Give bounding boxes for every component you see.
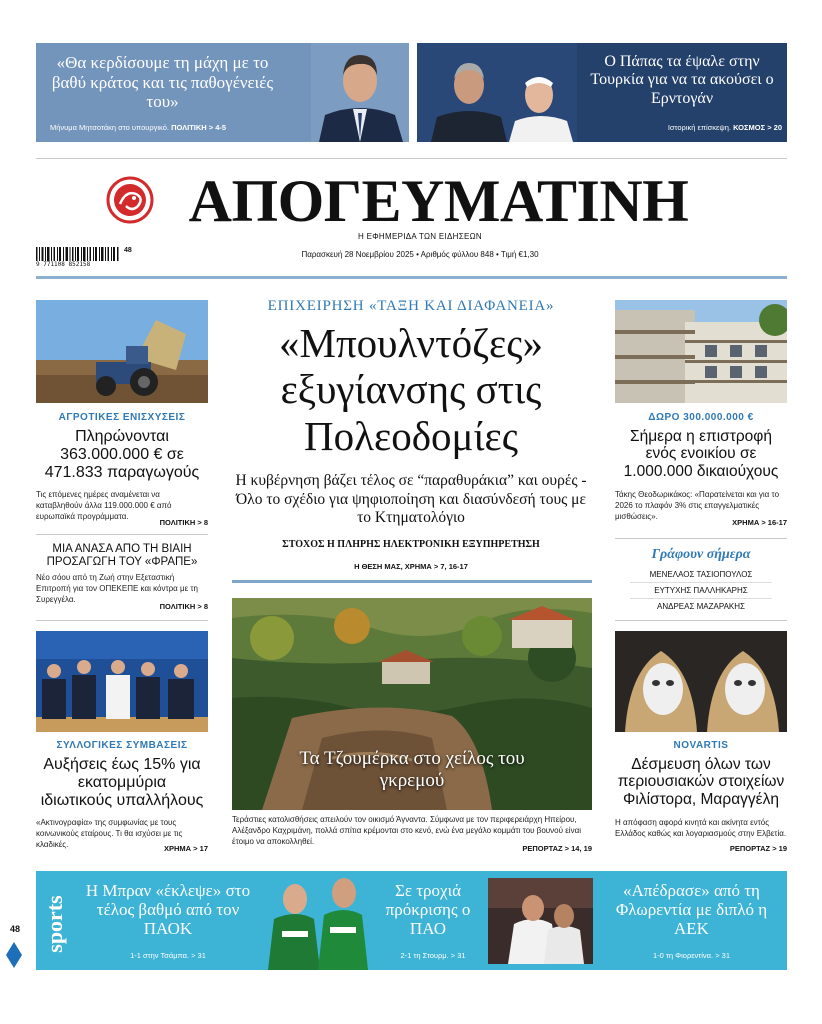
right-story1-ref[interactable]: ΧΡΗΜΑ > 16-17 bbox=[732, 518, 787, 527]
writers-title: Γράφουν σήμερα bbox=[651, 547, 751, 562]
center-kicker: ΕΠΙΧΕΙΡΗΣΗ «ΤΑΞΗ ΚΑΙ ΔΙΑΦΑΝΕΙΑ» bbox=[267, 298, 555, 314]
divider bbox=[630, 582, 772, 583]
center-headline[interactable]: «Μπουλντόζες» εξυγίανσης στις Πολεοδομίες bbox=[279, 320, 543, 459]
banner-left-section: ΠΟΛΙΤΙΚΗ bbox=[171, 123, 207, 132]
sports-item2-headline[interactable]: Σε τροχιά πρόκρισης ο ΠΑΟ bbox=[385, 881, 471, 939]
divider bbox=[630, 598, 772, 599]
diamond-icon bbox=[6, 942, 22, 968]
divider bbox=[36, 534, 208, 535]
mitsotakis-photo bbox=[311, 43, 409, 142]
divider bbox=[36, 158, 787, 159]
tractor-graphic bbox=[36, 300, 208, 403]
left-story2-ref[interactable]: ΠΟΛΙΤΙΚΗ > 8 bbox=[159, 602, 208, 611]
writer-name-2[interactable]: ΕΥΤΥΧΗΣ ΠΑΛΛΗΚΑΡΗΣ bbox=[654, 586, 748, 595]
banner-right-section: ΚΟΣΜΟΣ bbox=[733, 123, 766, 132]
center-deck: Η κυβέρνηση βάζει τέλος σε “παραθυράκια” και ουρές - Όλο το σχέδιο για ψηφιοποίηση και διασύνδεσή τους με το Κτηματολόγιο bbox=[235, 472, 587, 527]
right-story1-label: ΔΩΡΟ 300.000.000 € bbox=[648, 412, 754, 423]
right-story2-headline[interactable]: Δέσμευση όλων των περιουσιακών στοιχείων Φιλίστορα, Μαραγγέλη bbox=[617, 756, 785, 808]
banner-right-headline: Ο Πάπας τα έψαλε στην Τουρκία για να τα ακούσει ο Ερντογάν bbox=[590, 53, 774, 107]
landslide-photo bbox=[232, 598, 592, 810]
masked-witnesses-photo bbox=[615, 631, 787, 732]
left-story1-body: Τις επόμενες ημέρες αναμένεται να καταβληθούν άλλα 119.000.000 € από ευρωπαϊκά προγράμματα. bbox=[36, 490, 172, 521]
sports-word: sports bbox=[42, 895, 67, 953]
divider bbox=[615, 620, 787, 621]
apartments-graphic bbox=[615, 300, 787, 403]
barcode-graphic bbox=[36, 247, 120, 261]
right-story2-body: Η απόφαση αφορά κινητά και ακίνητα εντός Ελλάδος καθώς και λογαριασμούς στην Ελβετία. bbox=[615, 818, 787, 838]
left-story2-body: Νέο σόου από τη Ζωή στην Εξεταστική Επιτροπή για τον ΟΠΕΚΕΠΕ και κόντρα με τη Συρεγγέλα. bbox=[36, 573, 199, 604]
masthead-blue-rule bbox=[36, 276, 787, 279]
signing-graphic bbox=[36, 631, 208, 732]
photo-headline[interactable]: Τα Τζουμέρκα στο χείλος του γκρεμού bbox=[299, 748, 525, 791]
barcode bbox=[36, 247, 136, 269]
sports-item3-headline[interactable]: «Απέδρασε» από τη Φλωρεντία με διπλό η ΑΕΚ bbox=[615, 881, 768, 939]
photo-ref[interactable]: ΡΕΠΟΡΤΑΖ > 14, 19 bbox=[522, 844, 592, 853]
left-story3-label: ΣΥΛΛΟΓΙΚΕΣ ΣΥΜΒΑΣΕΙΣ bbox=[56, 740, 188, 751]
left-story1-headline[interactable]: Πληρώνονται 363.000.000 € σε 471.833 παραγωγούς bbox=[44, 428, 200, 481]
left-story2-headline[interactable]: ΜΙΑ ΑΝΑΣΑ ΑΠΟ ΤΗ ΒΙΑΙΗ ΠΡΟΣΑΓΩΓΗ ΤΟΥ «ΦΡΑΠΕ» bbox=[46, 543, 198, 568]
top-banner-right[interactable] bbox=[417, 43, 787, 142]
photo-body: Τεράστιες κατολισθήσεις απειλούν τον οικισμό Άγναντα. Σύμφωνα με τον περιφερειάρχη Ηπείρου, Αλέξανδρο Καχριμάνη, πολλά σπίτια κρέμονται στο κενό, ενώ ένα μεγάλο κομμάτι του βουνού είναι έτοιμο να αποκολληθεί. bbox=[232, 815, 581, 846]
left-story3-body: «Ακτινογραφία» της συμφωνίας με τους κοινωνικούς εταίρους. Τι θα ισχύσει με τις κλαδικές. bbox=[36, 818, 183, 849]
left-story1-label: ΑΓΡΟΤΙΚΕΣ ΕΝΙΣΧΥΣΕΙΣ bbox=[58, 412, 186, 423]
banner-right-caption: Ιστορική επίσκεψη. bbox=[667, 123, 731, 132]
sports-item3-caption: 1-0 τη Φιορεντίνα. > 31 bbox=[652, 951, 730, 960]
apartments-photo bbox=[615, 300, 787, 403]
divider bbox=[615, 538, 787, 539]
left-story3-headline[interactable]: Αυξήσεις έως 15% για εκατομμύρια ιδιωτικούς υπαλλήλους bbox=[40, 756, 204, 809]
signing-photo bbox=[36, 631, 208, 732]
sports-item1-headline[interactable]: Η Μπραν «έκλεψε» στο τέλος βαθμό από τον ΠΑΟΚ bbox=[85, 881, 251, 939]
panathinaikos-players-photo bbox=[258, 871, 378, 970]
banner-left-caption-row bbox=[50, 123, 310, 132]
right-story1-headline[interactable]: Σήμερα η επιστροφή ενός ενοικίου σε 1.000.000 δικαιούχους bbox=[623, 428, 779, 480]
banner-left-caption: Μήνυμα Μητσοτάκη στο υπουργικό. bbox=[50, 123, 169, 132]
banner-left-pages: > 4-5 bbox=[208, 123, 227, 132]
left-story3-ref[interactable]: ΧΡΗΜΑ > 17 bbox=[164, 844, 208, 853]
banner-left-quote: «Θα κερδίσουμε τη μάχη με το βαθύ κράτος και τις παθογένειές του» bbox=[51, 53, 274, 112]
pope-erdogan-photo bbox=[417, 43, 577, 142]
masthead-tagline: Η ΕΦΗΜΕΡΙΔΑ ΤΩΝ ΕΙΔΗΣΕΩΝ bbox=[357, 232, 482, 241]
top-banner-left[interactable] bbox=[36, 43, 409, 142]
masthead-info: Παρασκευή 28 Νοεμβρίου 2025 • Αριθμός φύλλου 848 • Τιμή €1,30 bbox=[301, 250, 539, 259]
banner-right-pages: > 20 bbox=[767, 123, 782, 132]
masthead-title: ΑΠΟΓΕΥΜΑΤΙΝΗ bbox=[188, 168, 689, 234]
right-story2-ref[interactable]: ΡΕΠΟΡΤΑΖ > 19 bbox=[729, 844, 787, 853]
writer-name-1[interactable]: ΜΕΝΕΛΑΟΣ ΤΑΣΙΟΠΟΥΛΟΣ bbox=[649, 570, 753, 579]
masked-graphic bbox=[615, 631, 787, 732]
aek-players-photo bbox=[488, 878, 593, 964]
center-blue-rule bbox=[232, 580, 592, 583]
writer-name-3[interactable]: ΑΝΔΡΕΑΣ ΜΑΖΑΡΑΚΗΣ bbox=[657, 602, 745, 611]
page-number: 48 bbox=[9, 924, 20, 934]
right-story1-body: Τάκης Θεοδωρικάκος: «Παρατείνεται και για το 2026 το πλαφόν 3% στις επαγγελματικές μισθώσεις». bbox=[615, 490, 780, 521]
center-ref[interactable]: Η ΘΕΣΗ ΜΑΣ, ΧΡΗΜΑ > 7, 16-17 bbox=[354, 562, 468, 571]
banner-right-caption-row bbox=[607, 123, 782, 132]
center-subdeck: ΣΤΟΧΟΣ Η ΠΛΗΡΗΣ ΗΛΕΚΤΡΟΝΙΚΗ ΕΞΥΠΗΡΕΤΗΣΗ bbox=[282, 539, 540, 550]
masthead-logo-emblem bbox=[106, 176, 154, 224]
tractor-photo bbox=[36, 300, 208, 403]
barcode-issue: 48 bbox=[124, 247, 132, 254]
sports-strip[interactable] bbox=[36, 871, 787, 970]
right-story2-label: NOVARTIS bbox=[673, 740, 729, 751]
barcode-digits: 9 771108 852158 bbox=[36, 261, 91, 268]
left-story1-ref[interactable]: ΠΟΛΙΤΙΚΗ > 8 bbox=[159, 518, 208, 527]
divider bbox=[36, 620, 208, 621]
sports-item1-caption: 1-1 στην Τσάμπα. > 31 bbox=[130, 951, 206, 960]
sports-item2-caption: 2-1 τη Στουρμ. > 31 bbox=[400, 951, 466, 960]
